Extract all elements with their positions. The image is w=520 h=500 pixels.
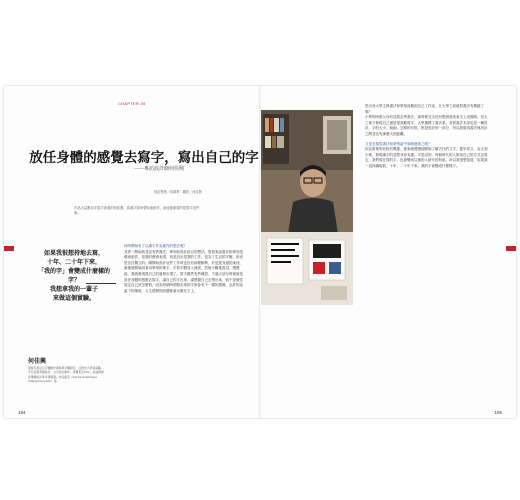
pull-quote-line: 「我的字」會變成什麼樣的字？ <box>37 269 110 284</box>
pull-quote-divider <box>86 283 116 284</box>
answer-text: 您出身大學主修書法和篆刻而搬到自己工作室，在大學之前就對書法有興趣了嗎？ <box>365 104 484 114</box>
pull-quote-line: 來做這個實驗。 <box>52 296 95 302</box>
studio-photo-illustration <box>261 110 353 305</box>
right-page <box>261 86 516 418</box>
pull-quote-line: 如果我很想持地去寫， <box>43 251 104 257</box>
pull-quote-line: 我想拿我的一輩子 <box>49 287 98 293</box>
pull-quote-line: 十年、二十年下來， <box>46 260 101 266</box>
answer-text: 其實一開始我並沒有將書法、篆刻和設計結合的想法。對我來說書法和篆刻是藝術創作，是我的藝術表現，但是設計是我的工作，是為了生活的平衡，兩者是各自獨立的。剛開始設計這件工作時也沒有那麼順利，於是從身邊的東西，最後就開始試著用篆刻的篆字、手寫字體放入裡面，然後不斷地嘗試，慢慢地，我就發現我自己的風格出現了。寫字雖然有些練習，不過大部分時候就是放任身體的感覺去寫字，讓自己的字出來；讓感覺自己去帶出來，而不是硬性規定自己該怎麼寫，因為每個時期寫出來的字都會有不一樣的感覺，也許因為當下的環境、人生經歷的改變都會反應在字上。 <box>124 249 243 293</box>
answer-text: 小學的時候父母有送我去學書法，那時候完全沒有想到後來會走上這條路。長大之後才發現自己還是很喜歡寫字，大學選擇了書法系。其實書法本身也是一種設計，字的大小、粗細、空間的安排，都是設計的一部分，所以我覺得書法與設計之間並沒有那麼大的距離。 <box>365 115 488 136</box>
answer-text: 因為對篆刻比較有興趣，後來就慢慢地開始了解古代的文字，從甲骨文、金文到小篆，發現漢字的造型非常有趣。字是活的，每個時代的人都用自己的方式去寫它，我們現在寫的字，也會變成以後的人研究的對象。所以我很想知道，如果我一直持續地寫，十年、二十年下來，我的字會變成什麼樣子。 <box>365 147 488 168</box>
author-bio: 同時以書法及字體創作與參與字體研究，任教於大學與高職。平日從事書籍設計、文字設計創作。曾獲東京TDC、金曲獎最佳專輯設計等多項獎項。作品集有《Cache Graphique Interpersonnelle》等。 <box>28 366 104 383</box>
page-number-right: 195 <box>494 410 502 415</box>
article-subtitle: ——專訪設計師何佳興 <box>134 167 185 172</box>
question-text: 何時開始有了以漢字作為創作的想法呢？ <box>124 244 187 248</box>
qa-column-left <box>124 244 246 294</box>
book-spread <box>4 86 516 418</box>
qa-column-right <box>365 104 489 170</box>
left-page <box>4 86 260 418</box>
byline: 採訪整理／林靜華 攝影／何佳興 <box>154 190 202 194</box>
pull-quote <box>36 250 112 304</box>
chapter-label: CHAPTER 05 <box>118 101 146 106</box>
left-edge-marker <box>4 246 14 251</box>
article-title: 放任身體的感覺去寫字，寫出自己的字 <box>29 150 259 165</box>
designer-photo <box>261 110 353 305</box>
question-text: 又是怎樣從書法和篆刻當中領略藝術之路？ <box>365 141 432 146</box>
right-edge-marker <box>506 246 516 251</box>
author-name: 何佳興 <box>28 359 47 365</box>
page-number-left: 194 <box>18 410 26 415</box>
intro-text: 作品大量應用手寫字表現的何佳興，談漢字如何帶給他創作，而他最重要的是寫字這件事。 <box>74 206 200 215</box>
